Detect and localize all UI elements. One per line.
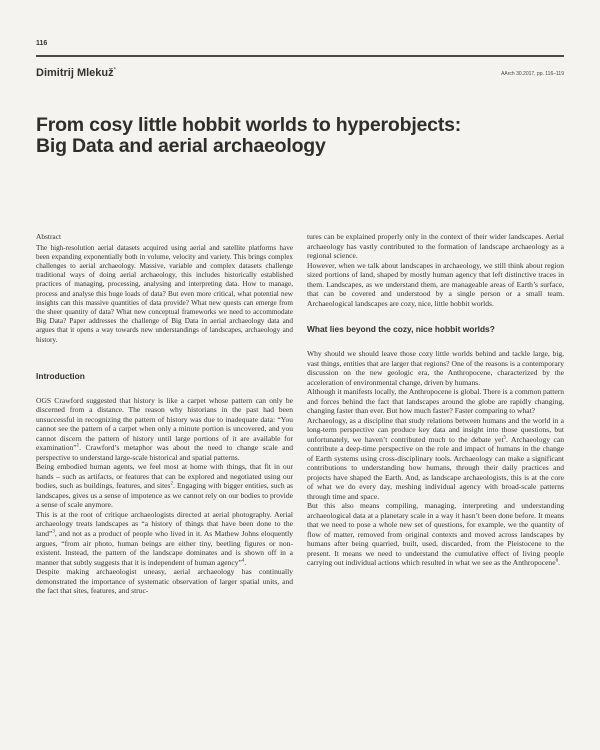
hobbit-paragraph-4: But this also means compiling, managing, interpreting and understanding archaeological data at a planetary scale in a way it hasn’t been done before. It means that we need to pose a whole new set of questions, for example, we the quantity of flow of matter, removed from original contexts and moved across landscapes by humans after being quarried, built, used, discarded, from the Pleistocene to the present. It means we need to understand the cumulative effect of living people carrying out individual actions which resulted in what we see as the Anthropocene$^6$.	[307, 501, 564, 568]
title-line-2: Big Data and aerial archaeology	[36, 135, 326, 157]
intro-paragraph-1: OGS Crawford suggested that history is like a carpet whose pattern can only be discerned from a distance. The reason why historians in the past had been unsuccessful in recognizing the pattern of history was due to inadequate data: “You cannot see the pattern of a carpet when only a minute portion is uncovered, and you cannot discern the pattern of history until large portions of it are available for examination”$^1$. Crawford’s metaphor was about the need to change scale and perspective to understand large-scale historical and spatial patterns.	[36, 395, 293, 462]
abstract	[36, 232, 293, 345]
header-rule	[36, 55, 564, 57]
intro-paragraph-4: Despite making archaeologist uneasy, aerial archaeology has continually demonstrated the importance of systematic observation of larger spatial units, and the fact that sites, features, and struc-	[36, 567, 293, 596]
page-number: 116	[36, 40, 48, 47]
footnote-ref-4[interactable]: 4	[241, 558, 245, 564]
introduction-body	[36, 396, 293, 596]
author-name: Dimitrij Mlekuž*	[36, 67, 116, 79]
hobbit-worlds-body	[307, 349, 564, 568]
title-line-1: From cosy little hobbit worlds to hyperobjects:	[36, 114, 462, 136]
continued-paragraph: tures can be explained properly only in the context of their wider landscapes. Aerial archaeology has vastly contributed to the formation of landscape archaeology as a regional science.	[307, 232, 564, 261]
hobbit-paragraph-2: Although it manifests locally, the Anthropocene is global. There is a common pattern and forces behind the fact that landscapes around the globe are rapidly changing, changing faster than ever. But how much faster? Faster comparing to what?	[307, 387, 564, 416]
footnote-ref-3[interactable]: 3	[52, 529, 55, 535]
intro-paragraph-3: This is at the root of critique archaeologists directed at aerial photography. Aerial archaeology treats landscapes as “a history of things that have been done to the land”$^3$, and not as a product of people who lived in it. As Mathew Johns eloquently argues, “from air photo, human beings are either tiny, beetling figures or non-existent. Instead, the pattern of the landscape dominates and is shown off in a manner that subtly suggests that it is independent of human agency”$^4$.	[36, 509, 293, 567]
abstract-label: Abstract	[36, 232, 62, 241]
footnote-ref-2[interactable]: 2	[170, 481, 173, 487]
hobbit-worlds-heading: What lies beyond the cozy, nice hobbit worlds?	[307, 324, 495, 335]
hobbit-paragraph-1: Why should we should leave those cozy little worlds behind and tackle large, big, vast things, entities that are larger that regions? One of the reasons is a contemporary discussion on the new geologic era, the Anthropocene, characterized by the acceleration of environmental change, driven by humans.	[307, 349, 564, 387]
introduction-heading: Introduction	[36, 370, 85, 381]
right-column-intro	[307, 232, 564, 308]
landscape-paragraph: However, when we talk about landscapes in archaeology, we still think about region sized portions of land, shaped by mostly human agency that left distinctive traces in them. Landscapes, as we understand them, are manageable areas of Earth’s surface, that can be covered and understood by a single person or a small team. Archaeological landscapes are cozy, nice, little hobbit worlds.	[307, 260, 564, 308]
footnote-ref-6[interactable]: 6	[555, 558, 559, 564]
left-column	[36, 232, 293, 596]
intro-paragraph-2: Being embodied human agents, we feel most at home with things, that fit in our hands – such as artifacts, or features that can be explored and negotiated using our bodies, such as buildings, features, and sites$^2$. Engaging with bigger entities, such as landscapes, gives us a sense of impotence as we cannot rely on our bodies to provide a sense of scale anymore.	[36, 462, 293, 510]
article-title	[36, 115, 556, 157]
abstract-text: The high-resolution aerial datasets acquired using aerial and satellite platforms have been expanding exponentially both in volume, velocity and variety. This brings complex challenges to aerial archaeology. Massive, variable and complex datasets challenge traditional ways of doing aerial archaeology, this includes historically established practices of managing, processing, analysing and interpreting data. How to manage, process and analyse this huge loads of data? But even more critical, what potential new insights can this massive quantities of data provide? What new quests can emerge from the sheer quantity of data? What new conceptual frameworks we need to accommodate Big Data? Paper addresses the challenge of Big Data in aerial archaeology data and argues that it opens a way towards new understandings of landscapes, archaeology and history.	[36, 243, 293, 344]
footnote-ref-1[interactable]: 1	[76, 443, 80, 449]
hobbit-paragraph-3: Archaeology, as a discipline that study relations between humans and the world in a long-term perspective can produce key data and insight into those questions, but unfortunately, we haven’t contributed much to the debate yet$^5$. Archaeology can contribute a deep-time perspective on the role and impact of humans in the change of Earth systems using cross-disciplinary tools. Archaeology can make a significant contributions to understanding how humans, through their daily practices and projects have shaped the Earth. And, as landscape archaeologists, this is at the core of what we do every day, meshing individual agency with broad-scale patterns through time and space.	[307, 415, 564, 501]
footnote-ref-5[interactable]: 5	[503, 435, 507, 441]
journal-reference: AArch 30.2017, pp. 116–119	[501, 71, 564, 77]
author-footnote-mark: *	[113, 67, 116, 74]
right-column	[307, 232, 564, 568]
